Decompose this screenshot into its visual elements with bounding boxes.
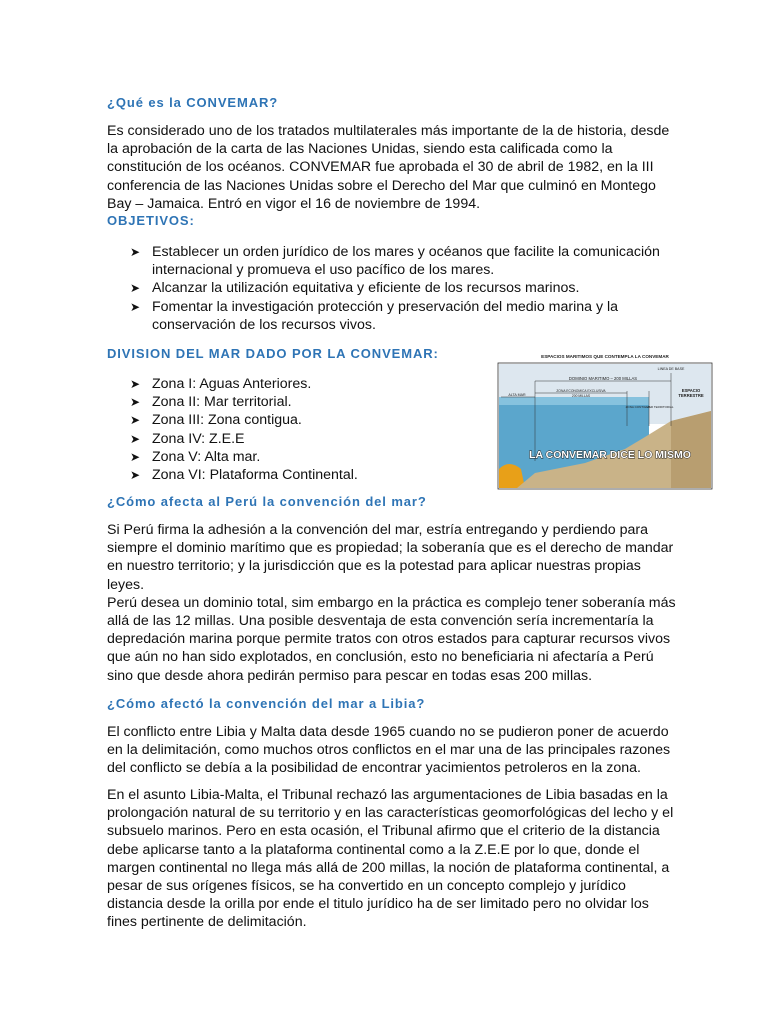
intro-paragraph <box>107 122 670 213</box>
intro-line: conferencia de las Naciones Unidas sobre el Derecho del Mar que culminó en Montego <box>107 177 656 194</box>
arrow-bullet-icon: ➤ <box>130 281 141 296</box>
libia-line: En el asunto Libia-Malta, el Tribunal rechazó las argumentaciones de Libia basadas en la <box>107 787 668 803</box>
heading-objetivos: OBJETIVOS: <box>107 213 195 228</box>
dominio-label: DOMINIO MARITIMO – 200 MILLAS <box>568 376 638 381</box>
arrow-bullet-icon: ➤ <box>130 245 141 259</box>
intro-line: Bay – Jamaica. Entró en vigor el 16 de noviembre de 1994. <box>107 195 481 212</box>
intro-line: Es considerado uno de los tratados multilaterales más importante de la de historia, desde <box>107 123 670 139</box>
libia-line: en la delimitación, como muchos otros conflictos en el mar una de las principales razones <box>107 742 671 759</box>
sea-surface <box>499 397 649 405</box>
libia-line: pesar de sus orígenes físicos, se ha convertido en un concepto complejo y jurídico <box>107 878 626 895</box>
libia-line: El conflicto entre Libia y Malta data desde 1965 cuando no se pudieron poner de acuerdo <box>107 724 669 740</box>
linea-de-base-label: LINEA DE BASE <box>657 367 685 371</box>
list-item: ➤ Establecer un orden jurídico de los mares y océanos que facilite la comunicación internacional y promueva el uso pacífico de los mares. <box>130 244 660 279</box>
objetivos-list <box>130 243 660 334</box>
arrow-bullet-icon: ➤ <box>130 468 141 483</box>
heading-que-es-convemar: ¿Qué es la CONVEMAR? <box>107 95 279 110</box>
heading-libia: ¿Cómo afectó la convención del mar a Libia? <box>107 696 426 711</box>
arrow-bullet-icon: ➤ <box>130 449 141 464</box>
libia-paragraph-2 <box>107 786 674 932</box>
libia-line: subsuelo marinos. Pero en esta ocasión, el Tribunal afirmo que el criterio de la distancia <box>107 823 660 840</box>
espacio-label-2: TERRESTRE <box>678 393 704 398</box>
arrow-bullet-icon: ➤ <box>130 395 141 410</box>
libia-line: prolongación natural de su territorio y en las características geomorfológicas del lecho y el <box>107 805 674 822</box>
peru-line: leyes. <box>107 576 145 593</box>
espacio-label-1: ESPACIO <box>681 388 701 393</box>
list-item: ➤ Zona V: Alta mar. <box>130 448 261 465</box>
list-item: ➤ Alcanzar la utilización equitativa y eficiente de los recursos marinos. <box>130 280 580 297</box>
peru-line: Si Perú firma la adhesión a la convención del mar, estría entregando y perdiendo para <box>107 522 649 538</box>
libia-line: margen continental no llega más allá de 200 millas, la noción de plataforma continental, a <box>107 859 670 876</box>
arrow-bullet-icon: ➤ <box>130 377 141 391</box>
peru-paragraph <box>107 521 676 685</box>
contigua-label: ZONA CONTIGUA <box>625 405 651 409</box>
libia-line: distancia desde la orilla por ende el titulo jurídico ha de ser limitado pero no olvidar los <box>107 896 649 913</box>
intro-line: la aprobación de la carta de las Naciones Unidas, siendo esta calificada como la <box>107 141 613 158</box>
mar-territorial-label: MAR TERRITORIAL <box>646 405 674 409</box>
peru-line: depredación marina porque permite tratos con otros estados para capturar recursos vivos <box>107 631 671 648</box>
list-item: ➤ Zona II: Mar territorial. <box>130 394 292 411</box>
alta-mar-label: ALTA MAR <box>508 393 526 397</box>
libia-line: debe aplicarse tanto a la plataforma continental como a la Z.E.E por lo que, donde el <box>107 841 640 858</box>
arrow-bullet-icon: ➤ <box>130 299 141 314</box>
arrow-bullet-icon: ➤ <box>130 431 141 446</box>
libia-line: fines pertinente de delimitación. <box>107 914 307 931</box>
maritime-zones-figure <box>495 351 715 491</box>
zee-label-1: ZONA ECONOMICA EXCLUSIVA <box>556 389 606 393</box>
list-item: ➤ Zona VI: Plataforma Continental. <box>130 467 358 484</box>
list-item: ➤ Zona III: Zona contigua. <box>130 412 302 429</box>
libia-line: del conflicto se debía a la posibilidad de encontrar yacimientos petroleros en la zona. <box>107 760 641 777</box>
intro-line: constitución de los océanos. CONVEMAR fue aprobada el 30 de abril de 1982, en la III <box>107 159 654 176</box>
maritime-zones-diagram <box>495 351 715 491</box>
figure-title: ESPACIOS MARITIMOS QUE CONTEMPLA LA CONVEMAR <box>541 354 669 359</box>
peru-line: siempre el dominio marítimo que es propiedad; la soberanía que es el derecho de mandar <box>107 540 674 557</box>
zonas-list <box>130 375 358 484</box>
peru-line: en nuestro territorio; y la jurisdicción que es la potestad para aplicar nuestras propias <box>107 558 641 575</box>
figure-banner: LA CONVEMAR DICE LO MISMO <box>529 449 691 461</box>
heading-peru: ¿Cómo afecta al Perú la convención del mar? <box>107 494 427 509</box>
list-item: ➤ Zona IV: Z.E.E <box>130 430 245 447</box>
peru-line: Perú desea un dominio total, sim embargo en la práctica es complejo tener soberanía más <box>107 594 676 611</box>
zee-label-2: 200 MILLAS <box>571 394 591 398</box>
arrow-bullet-icon: ➤ <box>130 413 141 428</box>
list-item: ➤ Fomentar la investigación protección y preservación del medio marina y la conservación de los recursos vivos. <box>130 298 619 333</box>
peru-line: que aún no han sido explotados, en conclusión, esto no beneficiaria ni afectaría a Perú <box>107 649 654 666</box>
peru-line: sino que desde ahora pedirán permiso para pescar en todas esas 200 millas. <box>107 667 593 684</box>
heading-division-mar: DIVISION DEL MAR DADO POR LA CONVEMAR: <box>107 346 439 361</box>
peru-line: allá de las 12 millas. Una posible desventaja de esta convención sería incrementaría la <box>107 613 654 630</box>
list-item: ➤ Zona I: Aguas Anteriores. <box>130 376 312 392</box>
libia-paragraph-1 <box>107 723 671 778</box>
